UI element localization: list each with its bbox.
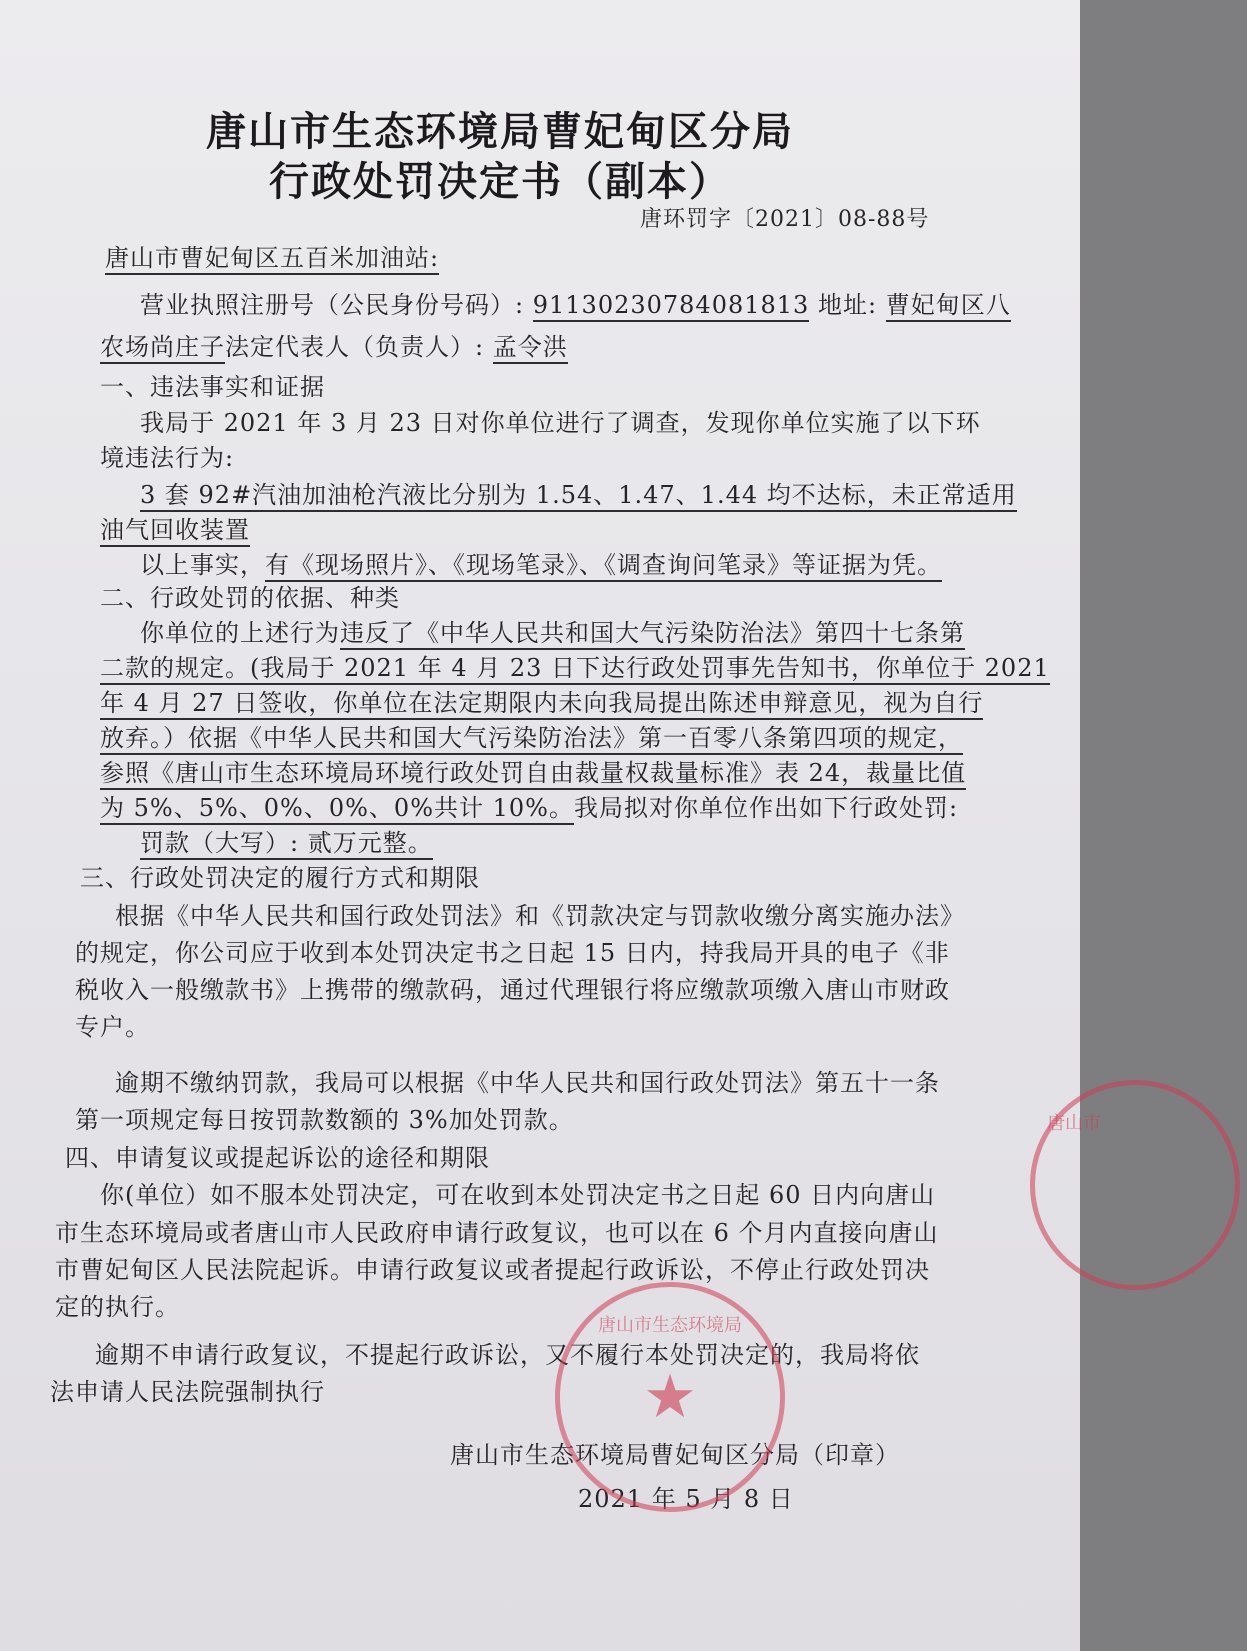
section2-text-line1-prefix: 你单位的上述行为 [140, 619, 340, 647]
section2-text-line6-underlined: 为 5%、5%、0%、0%、0%共计 10%。 [100, 794, 574, 825]
section2-text-line1-underlined: 违反了《中华人民共和国大气污染防治法》第四十七条第 [340, 619, 965, 650]
document-number: 唐环罚字〔2021〕08-88号 [640, 207, 930, 232]
section4-text-line6: 法申请人民法院强制执行 [50, 1378, 325, 1406]
section3-text-line5: 逾期不缴纳罚款，我局可以根据《中华人民共和国行政处罚法》第五十一条 [115, 1069, 940, 1097]
violation-text2: 油气回收装置 [100, 516, 250, 547]
violation-line2 [100, 515, 250, 545]
section4-text-line3: 市曹妃甸区人民法院起诉。申请行政复议或者提起行政诉讼，不停止行政处罚决 [55, 1256, 930, 1284]
evidence-line [140, 550, 942, 580]
fine-amount: 罚款（大写）: 贰万元整。 [140, 829, 433, 860]
section2-text-line5 [100, 758, 966, 788]
fine-line [140, 828, 433, 858]
section4-heading: 四、申请复议或提起诉讼的途径和期限 [65, 1144, 490, 1172]
license-line [140, 290, 1011, 320]
address-value-part1: 曹妃甸区八 [886, 291, 1011, 322]
section3-heading: 三、行政处罚决定的履行方式和期限 [80, 864, 480, 892]
document-title-line2: 行政处罚决定书（副本） [269, 158, 731, 205]
section3-text-line2: 的规定，你公司应于收到本处罚决定书之日起 15 日内，持我局开具的电子《非 [75, 939, 950, 967]
license-label: 营业执照注册号（公民身份号码）: [140, 291, 525, 319]
issuer-signature: 唐山市生态环境局曹妃甸区分局（印章） [450, 1441, 900, 1469]
section2-text-line6-rest: 我局拟对你单位作出如下行政处罚: [573, 794, 959, 822]
section2-text-line5-underlined: 参照《唐山市生态环境局环境行政处罚自由裁量权裁量标准》表 24，裁量比值 [100, 759, 966, 790]
license-number: 91130230784081813 [533, 291, 810, 322]
section3-text-line3: 税收入一般缴款书》上携带的缴款码，通过代理银行将应缴款项缴入唐山市财政 [75, 976, 950, 1004]
legal-rep-label: 法定代表人（负责人）: [225, 333, 485, 361]
section2-text-line3-underlined: 年 4 月 27 日签收，你单位在法定期限内未向我局提出陈述申辩意见，视为自行 [100, 689, 983, 720]
section2-text-line4-underlined: 放弃。）依据《中华人民共和国大气污染防治法》第一百零八条第四项的规定， [100, 724, 963, 755]
section2-heading: 二、行政处罚的依据、种类 [100, 584, 400, 612]
evidence-prefix: 以上事实， [140, 551, 265, 579]
section4-text-line2: 市生态环境局或者唐山市人民政府申请行政复议，也可以在 6 个月内直接向唐山 [55, 1219, 939, 1247]
section3-text-line6: 第一项规定每日按罚款数额的 3%加处罚款。 [75, 1106, 574, 1134]
recipient-line [105, 243, 439, 273]
address-label: 地址: [817, 291, 878, 319]
official-seal [555, 1282, 785, 1512]
section3-text-line1: 根据《中华人民共和国行政处罚法》和《罚款决定与罚款收缴分离实施办法》 [115, 902, 965, 930]
section2-text-line3 [100, 688, 983, 718]
section1-text-line1: 我局于 2021 年 3 月 23 日对你单位进行了调查，发现你单位实施了以下环 [140, 409, 981, 437]
section1-heading: 一、违法事实和证据 [100, 373, 325, 401]
address-legal-rep-line [100, 332, 568, 362]
section2-text-line2 [100, 653, 1050, 683]
evidence-text: 有《现场照片》、《现场笔录》、《调查询问笔录》等证据为凭。 [265, 551, 942, 582]
seal-star-icon: ★ [643, 1362, 697, 1432]
section1-text-line2: 境违法行为: [100, 444, 235, 472]
section2-text-line6 [100, 793, 958, 823]
violation-line1 [140, 480, 1017, 510]
section2-text-line1 [140, 618, 965, 648]
section4-text-line5: 逾期不申请行政复议，不提起行政诉讼，又不履行本处罚决定的，我局将依 [95, 1341, 920, 1369]
partial-seal [1030, 1080, 1240, 1290]
legal-rep-name: 孟令洪 [493, 333, 568, 364]
violation-text1: 3 套 92#汽油加油枪汽液比分别为 1.54、1.47、1.44 均不达标，未正常适用 [140, 481, 1017, 512]
official-seal-text: 唐山市生态环境局 [598, 1315, 742, 1336]
recipient-name: 唐山市曹妃甸区五百米加油站: [105, 244, 439, 275]
document-title-line1: 唐山市生态环境局曹妃甸区分局 [206, 108, 794, 155]
section2-text-line4 [100, 723, 963, 753]
issue-date: 2021 年 5 月 8 日 [578, 1485, 794, 1513]
section2-text-line2-underlined: 二款的规定。(我局于 2021 年 4 月 23 日下达行政处罚事先告知书，你单位于 2021 [100, 654, 1050, 685]
section3-text-line4: 专户。 [75, 1013, 150, 1041]
section4-text-line4: 定的执行。 [55, 1293, 180, 1321]
section4-text-line1: 你(单位）如不服本处罚决定，可在收到本处罚决定书之日起 60 日内向唐山 [100, 1181, 936, 1209]
address-value-part2: 农场尚庄子 [100, 333, 225, 364]
partial-seal-text: 唐山市 [1047, 1113, 1101, 1134]
